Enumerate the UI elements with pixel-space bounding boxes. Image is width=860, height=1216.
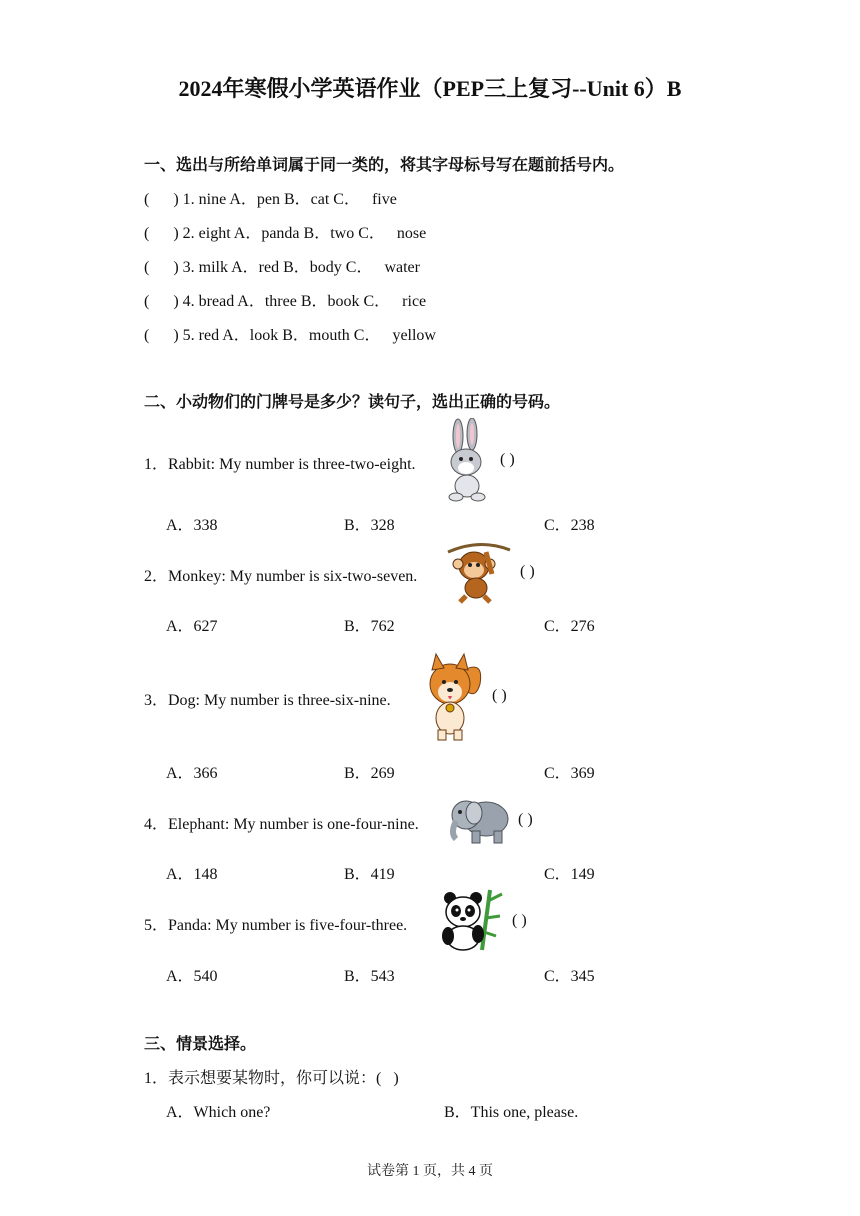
question-text: 5．Panda: My number is five-four-three. <box>144 917 408 934</box>
option-b: B．543 <box>344 968 395 985</box>
rabbit-icon <box>442 418 494 502</box>
option-b: B．762 <box>344 618 395 635</box>
question-line: ( ) 3. milk A．red B．body C． water <box>144 259 420 276</box>
dog-icon <box>418 650 486 742</box>
option-c: C．276 <box>544 618 595 635</box>
page-title: 2024年寒假小学英语作业（PEP三上复习--Unit 6）B <box>178 76 682 101</box>
option-b: B．This one, please. <box>444 1104 579 1121</box>
section1-heading: 一、选出与所给单词属于同一类的，将其字母标号写在题前括号内。 <box>144 155 625 174</box>
option-a: A．627 <box>166 618 218 635</box>
question-line: ( ) 1. nine A．pen B．cat C． five <box>144 191 397 208</box>
answer-blank: ( ) <box>518 811 533 828</box>
answer-blank: ( ) <box>500 451 515 468</box>
option-b: B．328 <box>344 517 395 534</box>
question-text: 1．表示想要某物时，你可以说：( ) <box>144 1070 399 1087</box>
option-a: A．338 <box>166 517 218 534</box>
question-line: ( ) 5. red A．look B．mouth C． yellow <box>144 327 436 344</box>
option-b: B．269 <box>344 765 395 782</box>
option-c: C．345 <box>544 968 595 985</box>
question-line: ( ) 4. bread A．three B．book C． rice <box>144 293 427 310</box>
option-c: C．149 <box>544 866 595 883</box>
page-footer: 试卷第 1 页，共 4 页 <box>367 1164 493 1179</box>
answer-blank: ( ) <box>492 687 507 704</box>
question-line: ( ) 2. eight A．panda B．two C． nose <box>144 225 427 242</box>
option-a: A．540 <box>166 968 218 985</box>
answer-blank: ( ) <box>520 563 535 580</box>
question-text: 2．Monkey: My number is six-two-seven. <box>144 568 418 585</box>
section3-heading: 三、情景选择。 <box>144 1034 257 1053</box>
panda-icon <box>436 888 504 952</box>
option-a: A．Which one? <box>166 1104 271 1121</box>
question-text: 4．Elephant: My number is one-four-nine. <box>144 816 419 833</box>
question-text: 3．Dog: My number is three-six-nine. <box>144 692 391 709</box>
option-a: A．366 <box>166 765 218 782</box>
question-text: 1．Rabbit: My number is three-two-eight. <box>144 456 416 473</box>
monkey-icon <box>446 540 512 604</box>
option-b: B．419 <box>344 866 395 883</box>
option-c: C．369 <box>544 765 595 782</box>
option-a: A．148 <box>166 866 218 883</box>
option-c: C．238 <box>544 517 595 534</box>
section2-heading: 二、小动物们的门牌号是多少？读句子，选出正确的号码。 <box>144 392 561 411</box>
answer-blank: ( ) <box>512 912 527 929</box>
elephant-icon <box>448 793 512 845</box>
